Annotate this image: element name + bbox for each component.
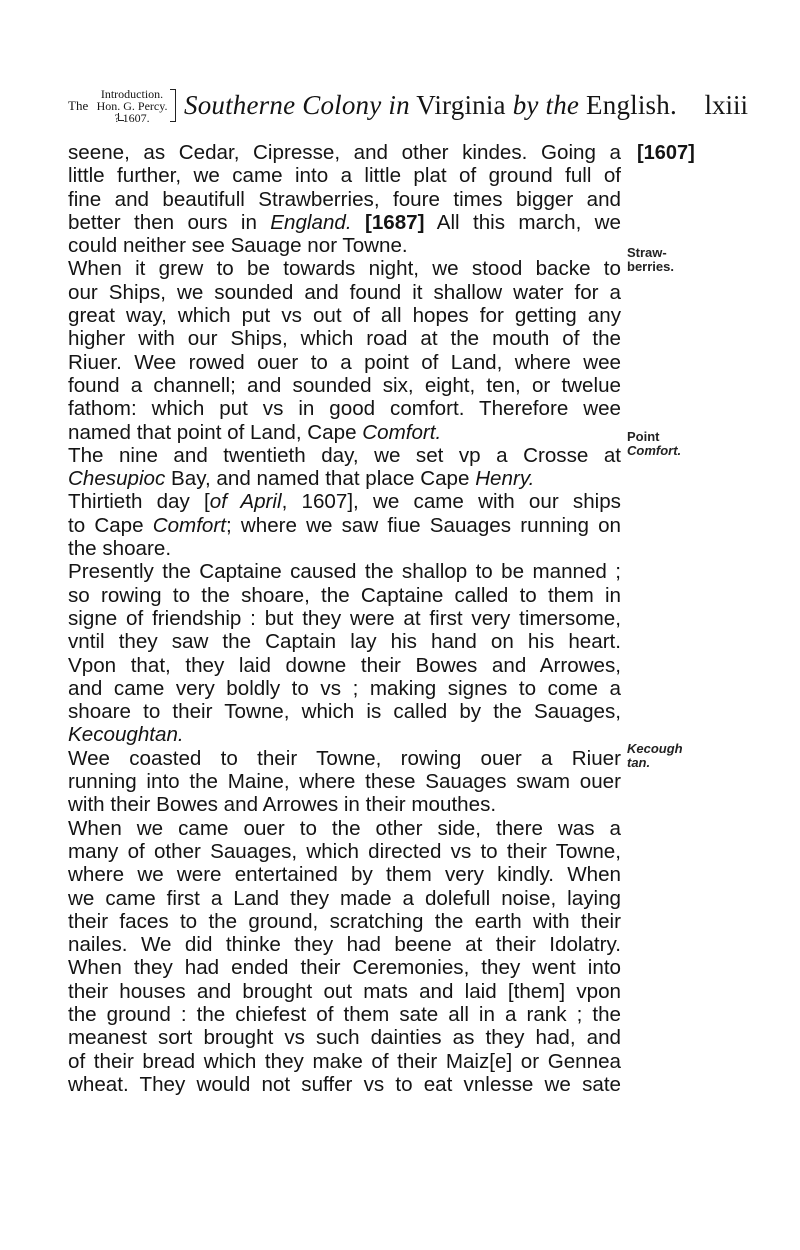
text-run: our Ships, we sounded and found it shallow water for a [68, 280, 621, 304]
text-run: wheat. They would not suffer vs to eat vnlesse we sate [68, 1072, 621, 1096]
text-run: [1687] [364, 210, 425, 234]
text-line [68, 747, 621, 770]
text-line [68, 933, 621, 956]
text-run: When it grew to be towards night, we stood backe to [68, 257, 621, 281]
text-line [68, 444, 621, 467]
header-bracket [170, 89, 176, 122]
text-run: little further, we came into a little plat of ground full of [68, 164, 621, 188]
text-run: Henry. [475, 467, 535, 491]
header-author: Hon. G. Percy. [96, 99, 168, 113]
body-text [68, 141, 621, 1096]
text-line [68, 1073, 621, 1096]
text-line [68, 1026, 621, 1049]
margin-note-strawberries: Straw- berries. [627, 245, 674, 274]
text-run: seene, as Cedar, Cipresse, and other kindes. Going a [68, 141, 621, 164]
text-line [68, 1050, 621, 1073]
text-line [68, 723, 621, 746]
text-run: The nine and twentieth day, we set vp a Crosse at [68, 443, 621, 467]
text-run: we came first a Land they made a dolefull noise, laying [68, 886, 621, 910]
header-source-label [68, 88, 180, 128]
text-line [68, 467, 621, 490]
text-run: found a channell; and sounded six, eight, ten, or twelue [68, 373, 621, 397]
text-run: , 1607], we came with our ships [281, 490, 621, 514]
text-run: their faces to the ground, scratching the earth with their [68, 909, 621, 933]
text-line [68, 281, 621, 304]
text-line [68, 537, 621, 560]
text-line [68, 164, 621, 187]
text-run: great way, which put vs out of all hopes for getting any [68, 304, 621, 328]
text-line [68, 956, 621, 979]
text-line [68, 374, 621, 397]
text-line [68, 840, 621, 863]
text-line [68, 351, 621, 374]
text-line [68, 257, 621, 280]
text-run: All this march, we [424, 210, 622, 234]
text-run: higher with our Ships, which road at the mouth of the [68, 327, 621, 351]
text-run: so rowing to the shoare, the Captaine called to them in [68, 583, 621, 607]
header-source-stack [95, 88, 169, 124]
header-the: The [68, 98, 89, 113]
text-run: ; where we saw fiue Sauages running on [225, 513, 621, 537]
text-line [68, 863, 621, 886]
text-run: Wee coasted to their Towne, rowing ouer a Riuer [68, 746, 621, 770]
text-line [68, 141, 621, 164]
text-run: When we came ouer to the other side, there was a [68, 816, 621, 840]
text-line [68, 654, 621, 677]
text-line [68, 607, 621, 630]
text-line [68, 700, 621, 723]
text-run: fine and beautifull Strawberries, foure times bigger and [68, 187, 621, 211]
text-line [68, 887, 621, 910]
text-run [352, 211, 365, 234]
text-run: Bay, and named that place Cape [165, 467, 476, 491]
text-line [68, 817, 621, 840]
text-run: shoare to their Towne, which is called by the Sauages, [68, 700, 621, 724]
text-run: the ground : the chiefest of them sate all in a rank ; the [68, 1002, 621, 1026]
text-run: Vpon that, they laid downe their Bowes and Arrowes, [68, 653, 621, 677]
text-run: the shoare. [68, 537, 172, 561]
header-title-part: Virginia [409, 90, 513, 120]
text-run: England. [270, 210, 352, 234]
header-title-part: Southerne [184, 90, 296, 120]
text-line [68, 397, 621, 420]
text-line [68, 584, 621, 607]
text-line [68, 234, 621, 257]
text-run: many of other Sauages, which directed vs to their Towne, [68, 839, 621, 863]
text-line [68, 304, 621, 327]
text-run: Thirtieth day [ [68, 490, 210, 514]
text-run: and came very boldly to vs ; making signes to come a [68, 676, 621, 700]
text-run: named that point of Land, Cape [68, 420, 363, 444]
text-run: meanest sort brought vs such dainties as they had, and [68, 1026, 621, 1050]
text-run: Chesupioc [68, 467, 166, 491]
text-run: fathom: which put vs in good comfort. Therefore wee [68, 397, 621, 421]
text-run: with their Bowes and Arrowes in their mouthes. [68, 793, 497, 817]
text-run: where we were entertained by them very kindly. When [68, 863, 621, 887]
text-run: nailes. We did thinke they had beene at their Idolatry. [68, 933, 621, 957]
text-line [68, 490, 621, 513]
text-line [68, 421, 621, 444]
text-line [68, 514, 621, 537]
header-introduction: Introduction. [100, 87, 164, 101]
text-run: of their bread which they make of their Maiz[e] or Gennea [68, 1049, 621, 1073]
text-line [68, 1003, 621, 1026]
header-title-part: in [388, 90, 410, 120]
margin-note-kecoughtan: Kecough tan. [627, 741, 683, 770]
header-title-part: English. [579, 90, 677, 120]
text-run: could neither see Sauage nor Towne. [68, 234, 408, 258]
text-line [68, 770, 621, 793]
page-number: lxiii [704, 90, 748, 120]
margin-year: [1607] [637, 142, 695, 164]
header-title-part: Colony [302, 90, 382, 120]
text-run: signe of friendship : but they were at first very timersome, [68, 606, 621, 630]
text-line [68, 560, 621, 583]
text-line [68, 677, 621, 700]
text-line [68, 793, 621, 816]
text-run: running into the Maine, where these Sauages swam ouer [68, 770, 621, 794]
text-line [68, 910, 621, 933]
text-line [68, 980, 621, 1003]
header-date: ? 1607. [114, 111, 150, 125]
header-date-brace [118, 113, 124, 121]
text-run: Kecoughtan. [68, 723, 184, 747]
text-run: Riuer. Wee rowed ouer to a point of Land, where wee [68, 350, 621, 374]
header-title [184, 88, 677, 122]
text-run: Comfort. [362, 420, 442, 444]
text-run: Presently the Captaine caused the shallop to be manned ; [68, 560, 621, 584]
text-line [68, 630, 621, 653]
header-title-part: by the [512, 90, 580, 120]
text-run: to Cape [68, 513, 153, 537]
text-run: better then ours in [68, 210, 271, 234]
text-line [68, 211, 621, 234]
text-run: When they had ended their Ceremonies, they went into [68, 956, 621, 980]
margin-note-point-comfort: Point Comfort. [627, 429, 682, 458]
running-header [68, 88, 748, 128]
text-run: of April [209, 490, 282, 514]
text-run: Comfort [152, 513, 226, 537]
text-run: their houses and brought out mats and laid [them] vpon [68, 979, 621, 1003]
text-line [68, 188, 621, 211]
text-run: vntil they saw the Captain lay his hand on his heart. [68, 630, 621, 654]
text-line [68, 327, 621, 350]
